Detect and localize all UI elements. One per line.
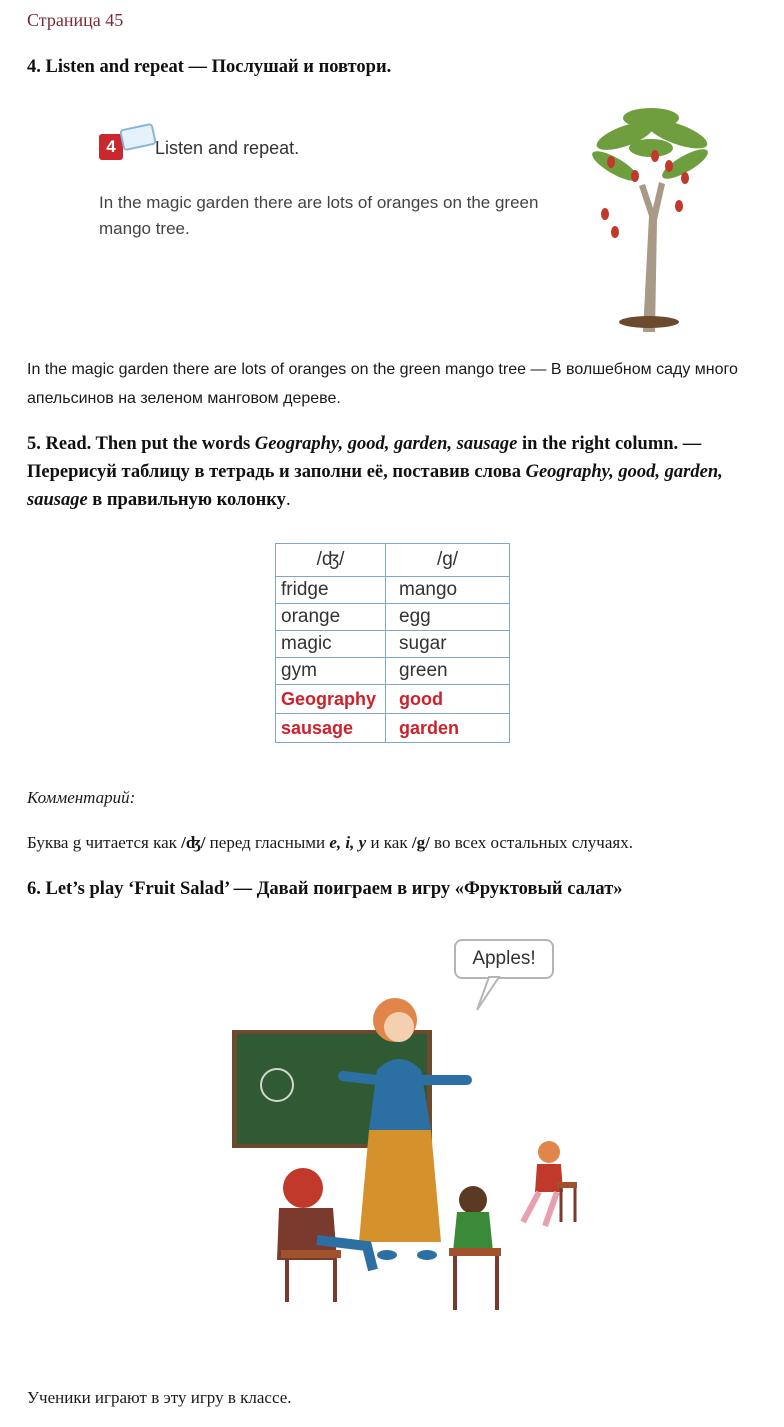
ex6-heading: 6. Let’s play ‘Fruit Salad’ — Давай поиграем в игру «Фруктовый салат» — [27, 879, 623, 899]
table-cell: magic — [276, 631, 386, 658]
audio-cd-icon — [119, 123, 157, 152]
table-cell: green — [386, 658, 510, 685]
ex4-textbook-image — [99, 96, 715, 336]
ex5-heading-part: in the right column. — Перерисуй таблицу в тетрадь и заполни её, поставив слова — [27, 434, 702, 482]
answer-cell: Geography — [276, 685, 386, 714]
ex6-caption: Ученики играют в эту игру в классе. — [27, 1388, 292, 1407]
sound-table-image — [275, 543, 510, 743]
answer-cell: sausage — [276, 714, 386, 743]
ex4-image-text: In the magic garden there are lots of oranges on the green mango tree. — [99, 193, 539, 238]
classroom-illustration — [227, 930, 587, 1330]
table-cell: sugar — [386, 631, 510, 658]
table-row-answer — [276, 685, 510, 714]
table-cell: gym — [276, 658, 386, 685]
answer-cell: good — [386, 685, 510, 714]
ex4-image-title: Listen and repeat. — [155, 138, 300, 158]
table-header-row — [276, 544, 510, 577]
exercise-badge: 4 — [99, 134, 123, 160]
comment-part: Буква g читается как — [27, 833, 182, 852]
comment-sound: /ʤ/ — [181, 833, 206, 852]
table-header: /ʤ/ — [276, 544, 386, 577]
table-cell: orange — [276, 604, 386, 631]
comment-part: во всех остальных случаях. — [429, 833, 633, 852]
ex5-heading-period: . — [285, 490, 291, 510]
ex4-translation: In the magic garden there are lots of oranges on the green mango tree — В волшебном саду много апельсинов на зеленом манговом дереве. — [27, 361, 738, 407]
answer-cell: garden — [386, 714, 510, 743]
table-row — [276, 577, 510, 604]
table-cell: fridge — [276, 577, 386, 604]
ex5-heading-words: Geography, good, garden, sausage — [27, 462, 723, 510]
comment-label: Комментарий: — [27, 788, 136, 807]
table-row — [276, 631, 510, 658]
ex5-heading-words: Geography, good, garden, sausage — [254, 434, 518, 454]
comment-text — [27, 830, 762, 856]
table-row — [276, 604, 510, 631]
table-cell: egg — [386, 604, 510, 631]
comment-part: и как — [366, 833, 412, 852]
table-cell: mango — [386, 577, 510, 604]
page-number: Страница 45 — [27, 10, 124, 30]
table-row-answer — [276, 714, 510, 743]
mango-tree-illustration — [585, 96, 715, 332]
speech-bubble: Apples! — [454, 939, 554, 979]
comment-part: перед гласными — [205, 833, 330, 852]
sound-table — [275, 543, 510, 743]
classroom-drawing — [227, 930, 587, 1330]
comment-sound: /g/ — [411, 833, 430, 852]
table-row — [276, 658, 510, 685]
ex5-heading-part: 5. Read. Then put the words — [27, 434, 255, 454]
table-header: /g/ — [386, 544, 510, 577]
ex4-heading: 4. Listen and repeat — Послушай и повтори. — [27, 57, 392, 77]
comment-vowels: e, i, y — [329, 833, 367, 852]
ex5-heading-part: в правильную колонку — [87, 490, 286, 510]
ex5-heading — [27, 430, 762, 514]
